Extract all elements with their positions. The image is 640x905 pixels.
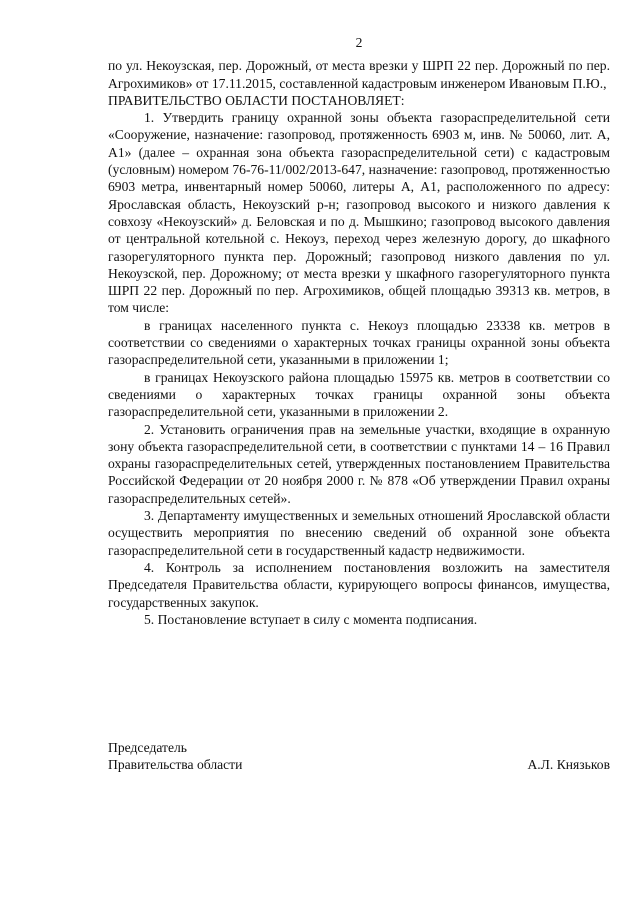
signature-row [108,756,610,773]
signature-block [108,739,610,774]
item-5: 5. Постановление вступает в силу с момента подписания. [144,611,478,627]
intro-paragraph: по ул. Некоузская, пер. Дорожный, от места врезки у ШРП 22 пер. Дорожный по пер. Агрохимиков» от 17.11.2015, составленной кадастровым инженером Ивановым П.Ю., [108,58,610,91]
item-1-subitem-a: в границах населенного пункта с. Некоуз площадью 23338 кв. метров в соответствии со сведениями о характерных точках границы охранной зоны объекта газораспределительной сети, указанными в приложении 1; [108,317,610,368]
item-3: 3. Департаменту имущественных и земельных отношений Ярославской области осуществить мероприятия по внесению сведений об охранной зоне объекта газораспределительной сети в государственный кадастр недвижимости. [108,508,610,558]
signatory-name: А.Л. Князьков [527,757,610,773]
item-1-subitem-b: в границах Некоузского района площадью 15975 кв. метров в соответствии со сведениями о характерных точках границы охранной зоны объекта газораспределительной сети, указанными в приложении 2. [108,369,610,420]
signatory-title-line1: Председатель [108,740,187,755]
item-1: 1. Утвердить границу охранной зоны объекта газораспределительной сети «Сооружение, назначение: газопровод, протяженность 6903 м, инв. № 50060, лит. А, А1» (далее – охранная зона объекта газораспределительной сети) с кадастровым (условным) номером 76-76-11/002/2013-647, назначение: газопровод, протяженностью 6903 метра, инвентарный номер 50060, литеры А, А1, расположенного по адресу: Ярославская область, Некоузский р-н; газопровод высокого и низкого давления к совхозу «Некоузский» д. Беловская и по д. Мышкино; газопровод высокого давления от центральной котельной с. Некоуз, переход через железную дорогу, до шкафного газорегуляторного пункта пер. Дорожный; газопровод низкого давления по ул. Некоузской, пер. Дорожному; от места врезки у шкафного газорегуляторного пункта ШРП 22 пер. Дорожный по пер. Агрохимиков, общей площадью 39313 кв. метров, в том числе: [108,110,610,316]
item-2: 2. Установить ограничения прав на земельные участки, входящие в охранную зону объекта газораспределительной сети, в соответствии с пунктами 14 – 16 Правил охраны газораспределительных сетей, утвержденных постановлением Правительства Российской Федерации от 20 ноября 2000 г. № 878 «Об утверждении Правил охраны газораспределительных сетей». [108,421,610,506]
page-number: 2 [355,35,363,50]
signatory-title-line2: Правительства области [108,757,243,773]
resolution-heading: ПРАВИТЕЛЬСТВО ОБЛАСТИ ПОСТАНОВЛЯЕТ: [108,92,405,108]
document-page [108,34,610,628]
item-4: 4. Контроль за исполнением постановления возложить на заместителя Председателя Правительства области, курирующего вопросы финансов, имущества, государственных закупок. [108,559,610,610]
